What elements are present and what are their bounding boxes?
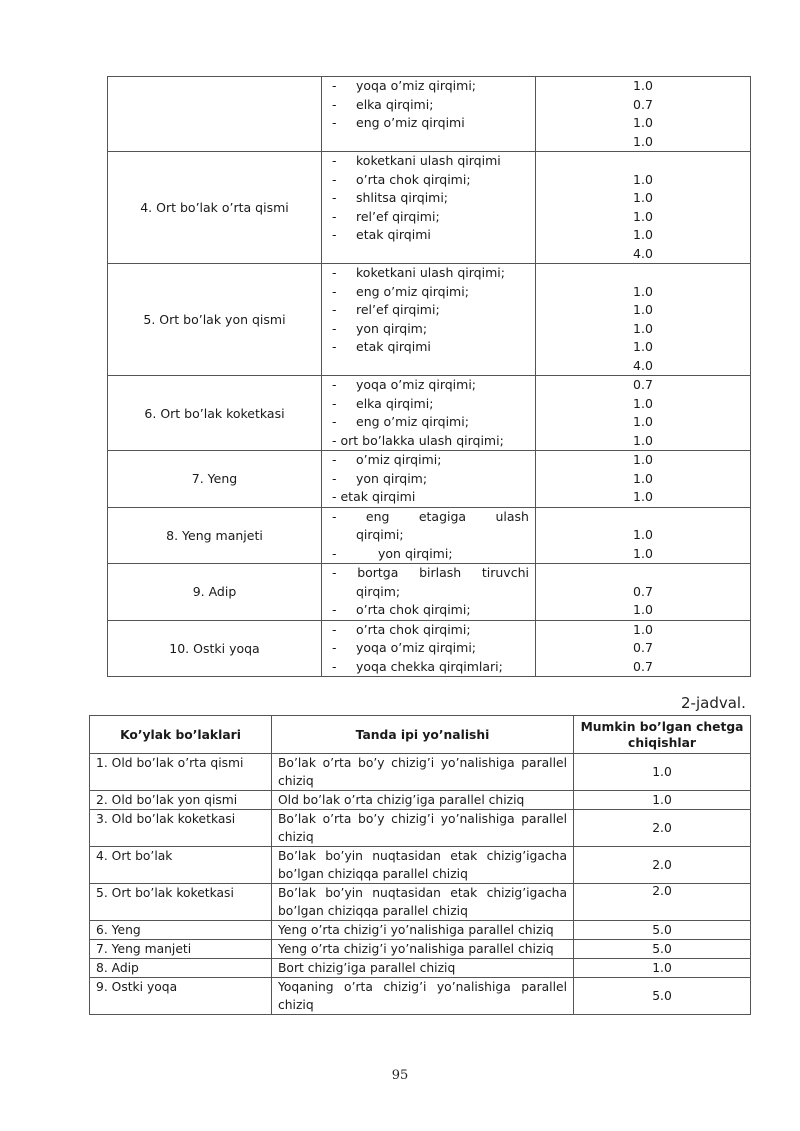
warp-direction-cell: Yoqaning o’rta chizig’i yo’nalishiga parallel chiziq — [272, 978, 574, 1015]
allowance-value — [536, 264, 750, 283]
dash-marker: - — [332, 171, 337, 187]
header-allowed-deviation: Mumkin bo’lgan chetga chiqishlar — [574, 716, 751, 754]
deviation-cell: 1.0 — [574, 959, 751, 978]
table-row — [90, 959, 751, 978]
cut-item: - etak qirqimi — [332, 489, 416, 504]
cut-item-text: yon qirqim; — [356, 320, 428, 336]
garment-part-cell: 7. Yeng manjeti — [90, 940, 272, 959]
dash-marker: - — [332, 377, 337, 392]
dash-marker: - — [332, 414, 337, 429]
cut-item-text: yon qirqimi; — [378, 545, 453, 561]
allowance-value: 1.0 — [633, 227, 653, 242]
cut-item — [330, 451, 529, 470]
cut-item — [330, 320, 529, 339]
table-row — [90, 810, 751, 847]
cut-item — [330, 601, 529, 620]
deviation-cell: 5.0 — [574, 921, 751, 940]
allowance-value: 1.0 — [633, 78, 653, 93]
table-row — [90, 978, 751, 1015]
garment-part-cell: 4. Ort bo’lak o’rta qismi — [108, 152, 322, 264]
dash-marker: - — [332, 96, 337, 112]
allowance-cell — [536, 77, 751, 152]
cut-item-text: shlitsa qirqimi; — [356, 190, 449, 205]
dash-marker: - — [332, 283, 337, 299]
allowance-value: 1.0 — [633, 339, 653, 354]
cut-item-text: etak qirqimi — [356, 227, 431, 242]
garment-part-cell: 8. Yeng manjeti — [108, 507, 322, 564]
table-row — [90, 940, 751, 959]
allowance-value: 1.0 — [633, 432, 653, 448]
cut-item — [330, 114, 529, 133]
allowance-value: 1.0 — [633, 452, 653, 467]
allowance-value — [536, 564, 750, 583]
cut-item-text: etak qirqimi — [356, 339, 431, 354]
cut-item — [330, 564, 529, 583]
blank-line — [330, 245, 529, 264]
table-row — [108, 451, 751, 508]
garment-part-cell: 1. Old bo’lak o’rta qismi — [90, 754, 272, 791]
cut-item — [330, 283, 529, 302]
warp-direction-cell: Bo’lak bo’yin nuqtasidan etak chizig’igacha bo’lgan chiziqqa parallel chiziq — [272, 847, 574, 884]
dash-marker: - — [332, 265, 337, 280]
cut-list-cell — [322, 451, 536, 508]
cut-item-text: o’rta chok qirqimi; — [356, 621, 471, 637]
allowance-value: 1.0 — [633, 470, 653, 486]
allowance-value: 1.0 — [633, 320, 653, 336]
cut-item-word: birlash — [419, 565, 462, 580]
deviation-cell: 1.0 — [574, 754, 751, 791]
allowance-cell — [536, 620, 751, 677]
allowance-value: 1.0 — [633, 302, 653, 317]
allowance-value — [536, 508, 750, 527]
cut-item-text: yoqa chekka qirqimlari; — [356, 658, 503, 674]
header-garment-parts: Ko’ylak bo’laklari — [90, 716, 272, 754]
cut-item-text: koketkani ulash qirqimi — [356, 153, 501, 168]
allowance-value: 1.0 — [633, 115, 653, 130]
table-row — [108, 77, 751, 152]
warp-direction-cell: Old bo’lak o’rta chizig’iga parallel chiziq — [272, 791, 574, 810]
cut-item — [330, 77, 529, 96]
table-row — [90, 754, 751, 791]
allowance-cell — [536, 507, 751, 564]
cut-item-text: o’miz qirqimi; — [356, 452, 442, 467]
cut-item-word: etagiga — [418, 508, 467, 524]
garment-part-cell: 4. Ort bo’lak — [90, 847, 272, 884]
garment-part-cell: 3. Old bo’lak koketkasi — [90, 810, 272, 847]
table-row — [108, 264, 751, 376]
dash-marker: - — [332, 470, 337, 486]
cut-list-cell — [322, 620, 536, 677]
allowance-value: 1.0 — [633, 395, 653, 411]
garment-part-cell: 9. Adip — [108, 564, 322, 621]
cut-item — [330, 470, 529, 489]
cut-item-text: rel’ef qirqimi; — [356, 208, 440, 224]
allowance-cell — [536, 564, 751, 621]
cut-list-cell — [322, 507, 536, 564]
allowance-value: 1.0 — [633, 283, 653, 299]
allowance-value: 1.0 — [633, 527, 653, 542]
table-row — [108, 564, 751, 621]
cutting-edges-table — [107, 76, 751, 677]
dash-marker: - — [332, 602, 337, 617]
allowance-value: 1.0 — [633, 621, 653, 637]
allowance-cell — [536, 376, 751, 451]
dash-marker: - — [332, 320, 337, 336]
allowance-value: 1.0 — [633, 208, 653, 224]
warp-direction-cell: Bo’lak bo’yin nuqtasidan etak chizig’igacha bo’lgan chiziqqa parallel chiziq — [272, 884, 574, 921]
garment-part-cell: 10. Ostki yoqa — [108, 620, 322, 677]
cut-item — [330, 413, 529, 432]
cut-item-word: eng — [365, 508, 390, 524]
allowance-value: 0.7 — [633, 377, 653, 392]
dash-marker: - — [332, 339, 337, 354]
dash-marker: - — [332, 452, 337, 467]
blank-line — [330, 133, 529, 152]
cut-list-cell — [322, 152, 536, 264]
garment-part-cell: 5. Ort bo’lak koketkasi — [90, 884, 272, 921]
cut-item-text: eng o’miz qirqimi; — [356, 414, 469, 429]
allowance-value: 0.7 — [633, 96, 653, 112]
garment-part-cell: 2. Old bo’lak yon qismi — [90, 791, 272, 810]
cut-item-text: elka qirqimi; — [356, 395, 434, 411]
table-row — [90, 884, 751, 921]
dash-marker: - — [332, 658, 337, 674]
allowance-value: 1.0 — [633, 489, 653, 504]
cut-item — [330, 301, 529, 320]
dash-marker: - — [332, 208, 337, 224]
cut-item-continued: qirqimi; — [356, 527, 404, 542]
cut-item — [330, 96, 529, 115]
cut-item-text: elka qirqimi; — [356, 96, 434, 112]
garment-part-cell: 6. Ort bo’lak koketkasi — [108, 376, 322, 451]
warp-direction-cell: Yeng o’rta chizig’i yo’nalishiga parallel chiziq — [272, 921, 574, 940]
dash-marker: - — [332, 621, 337, 637]
cut-item-word: bortga — [357, 565, 399, 580]
allowance-value: 4.0 — [633, 245, 653, 261]
dash-marker: - — [332, 545, 337, 561]
cut-list-cell — [322, 376, 536, 451]
blank-line — [330, 357, 529, 376]
cut-item-text: o’rta chok qirqimi; — [356, 602, 471, 617]
allowance-cell — [536, 451, 751, 508]
table-row — [108, 152, 751, 264]
dash-marker: - — [332, 115, 337, 130]
cut-item — [330, 639, 529, 658]
dash-marker: - — [332, 153, 337, 168]
table-row — [108, 620, 751, 677]
cut-item-word: - — [332, 508, 337, 524]
cut-item — [330, 658, 529, 677]
cut-item-word: tiruvchi — [481, 565, 529, 580]
warp-direction-cell: Yeng o’rta chizig’i yo’nalishiga parallel chiziq — [272, 940, 574, 959]
cut-item-continued: qirqim; — [356, 583, 401, 599]
allowance-value: 1.0 — [633, 133, 653, 149]
allowance-cell — [536, 152, 751, 264]
allowance-value: 0.7 — [633, 658, 653, 674]
deviation-cell: 5.0 — [574, 940, 751, 959]
allowance-value: 0.7 — [633, 640, 653, 655]
cut-item — [330, 621, 529, 640]
garment-part-cell: 9. Ostki yoqa — [90, 978, 272, 1015]
table-row — [108, 507, 751, 564]
cut-item — [330, 226, 529, 245]
cut-item — [330, 545, 529, 564]
allowance-value: 1.0 — [633, 545, 653, 561]
dash-marker: - — [332, 640, 337, 655]
header-warp-direction: Tanda ipi yo’nalishi — [272, 716, 574, 754]
table-caption: 2-jadval. — [681, 694, 746, 712]
table-row — [90, 791, 751, 810]
table-row — [90, 847, 751, 884]
allowance-value: 1.0 — [633, 171, 653, 187]
allowance-value: 4.0 — [633, 357, 653, 373]
cut-item: - ort bo’lakka ulash qirqimi; — [332, 432, 504, 448]
cut-item-text: rel’ef qirqimi; — [356, 302, 440, 317]
cut-list-cell — [322, 264, 536, 376]
cut-item — [330, 376, 529, 395]
deviation-cell: 2.0 — [574, 884, 751, 921]
cut-item — [330, 189, 529, 208]
cut-list-cell — [322, 564, 536, 621]
cut-item-text: yoqa o’miz qirqimi; — [356, 78, 477, 93]
cut-item-text: o’rta chok qirqimi; — [356, 171, 471, 187]
dash-marker: - — [332, 190, 337, 205]
warp-direction-table — [89, 715, 751, 1015]
dash-marker: - — [332, 302, 337, 317]
cut-item-text: yoqa o’miz qirqimi; — [356, 640, 477, 655]
garment-part-cell: 6. Yeng — [90, 921, 272, 940]
deviation-cell: 2.0 — [574, 810, 751, 847]
deviation-cell: 2.0 — [574, 847, 751, 884]
garment-part-cell: 5. Ort bo’lak yon qismi — [108, 264, 322, 376]
cut-item — [330, 264, 529, 283]
allowance-value — [536, 152, 750, 171]
table-row — [90, 921, 751, 940]
page-number: 95 — [391, 1068, 409, 1083]
cut-item-text: eng o’miz qirqimi — [356, 115, 465, 130]
garment-part-cell: 8. Adip — [90, 959, 272, 978]
cut-item-text: yon qirqim; — [356, 470, 428, 486]
deviation-cell: 1.0 — [574, 791, 751, 810]
garment-part-cell: 7. Yeng — [108, 451, 322, 508]
cut-item — [330, 395, 529, 414]
allowance-cell — [536, 264, 751, 376]
cut-item-word: - — [332, 565, 337, 580]
cut-item — [330, 208, 529, 227]
dash-marker: - — [332, 227, 337, 242]
warp-direction-cell: Bort chizig’iga parallel chiziq — [272, 959, 574, 978]
cut-item-text: eng o’miz qirqimi; — [356, 283, 469, 299]
dash-marker: - — [332, 78, 337, 93]
warp-direction-cell: Bo’lak o’rta bo’y chizig’i yo’nalishiga parallel chiziq — [272, 810, 574, 847]
dash-marker: - — [332, 395, 337, 411]
allowance-value: 1.0 — [633, 414, 653, 429]
cut-list-cell — [322, 77, 536, 152]
allowance-value: 1.0 — [633, 190, 653, 205]
cut-item-text: yoqa o’miz qirqimi; — [356, 377, 477, 392]
cut-item — [330, 152, 529, 171]
allowance-value: 0.7 — [633, 583, 653, 599]
cut-item-text: koketkani ulash qirqimi; — [356, 265, 505, 280]
cut-item — [330, 508, 529, 527]
garment-part-cell — [108, 77, 322, 152]
table-row — [108, 376, 751, 451]
cut-item — [330, 171, 529, 190]
warp-direction-cell: Bo’lak o’rta bo’y chizig’i yo’nalishiga parallel chiziq — [272, 754, 574, 791]
cut-item-word: ulash — [495, 508, 529, 524]
cut-item — [330, 338, 529, 357]
deviation-cell: 5.0 — [574, 978, 751, 1015]
allowance-value: 1.0 — [633, 602, 653, 617]
